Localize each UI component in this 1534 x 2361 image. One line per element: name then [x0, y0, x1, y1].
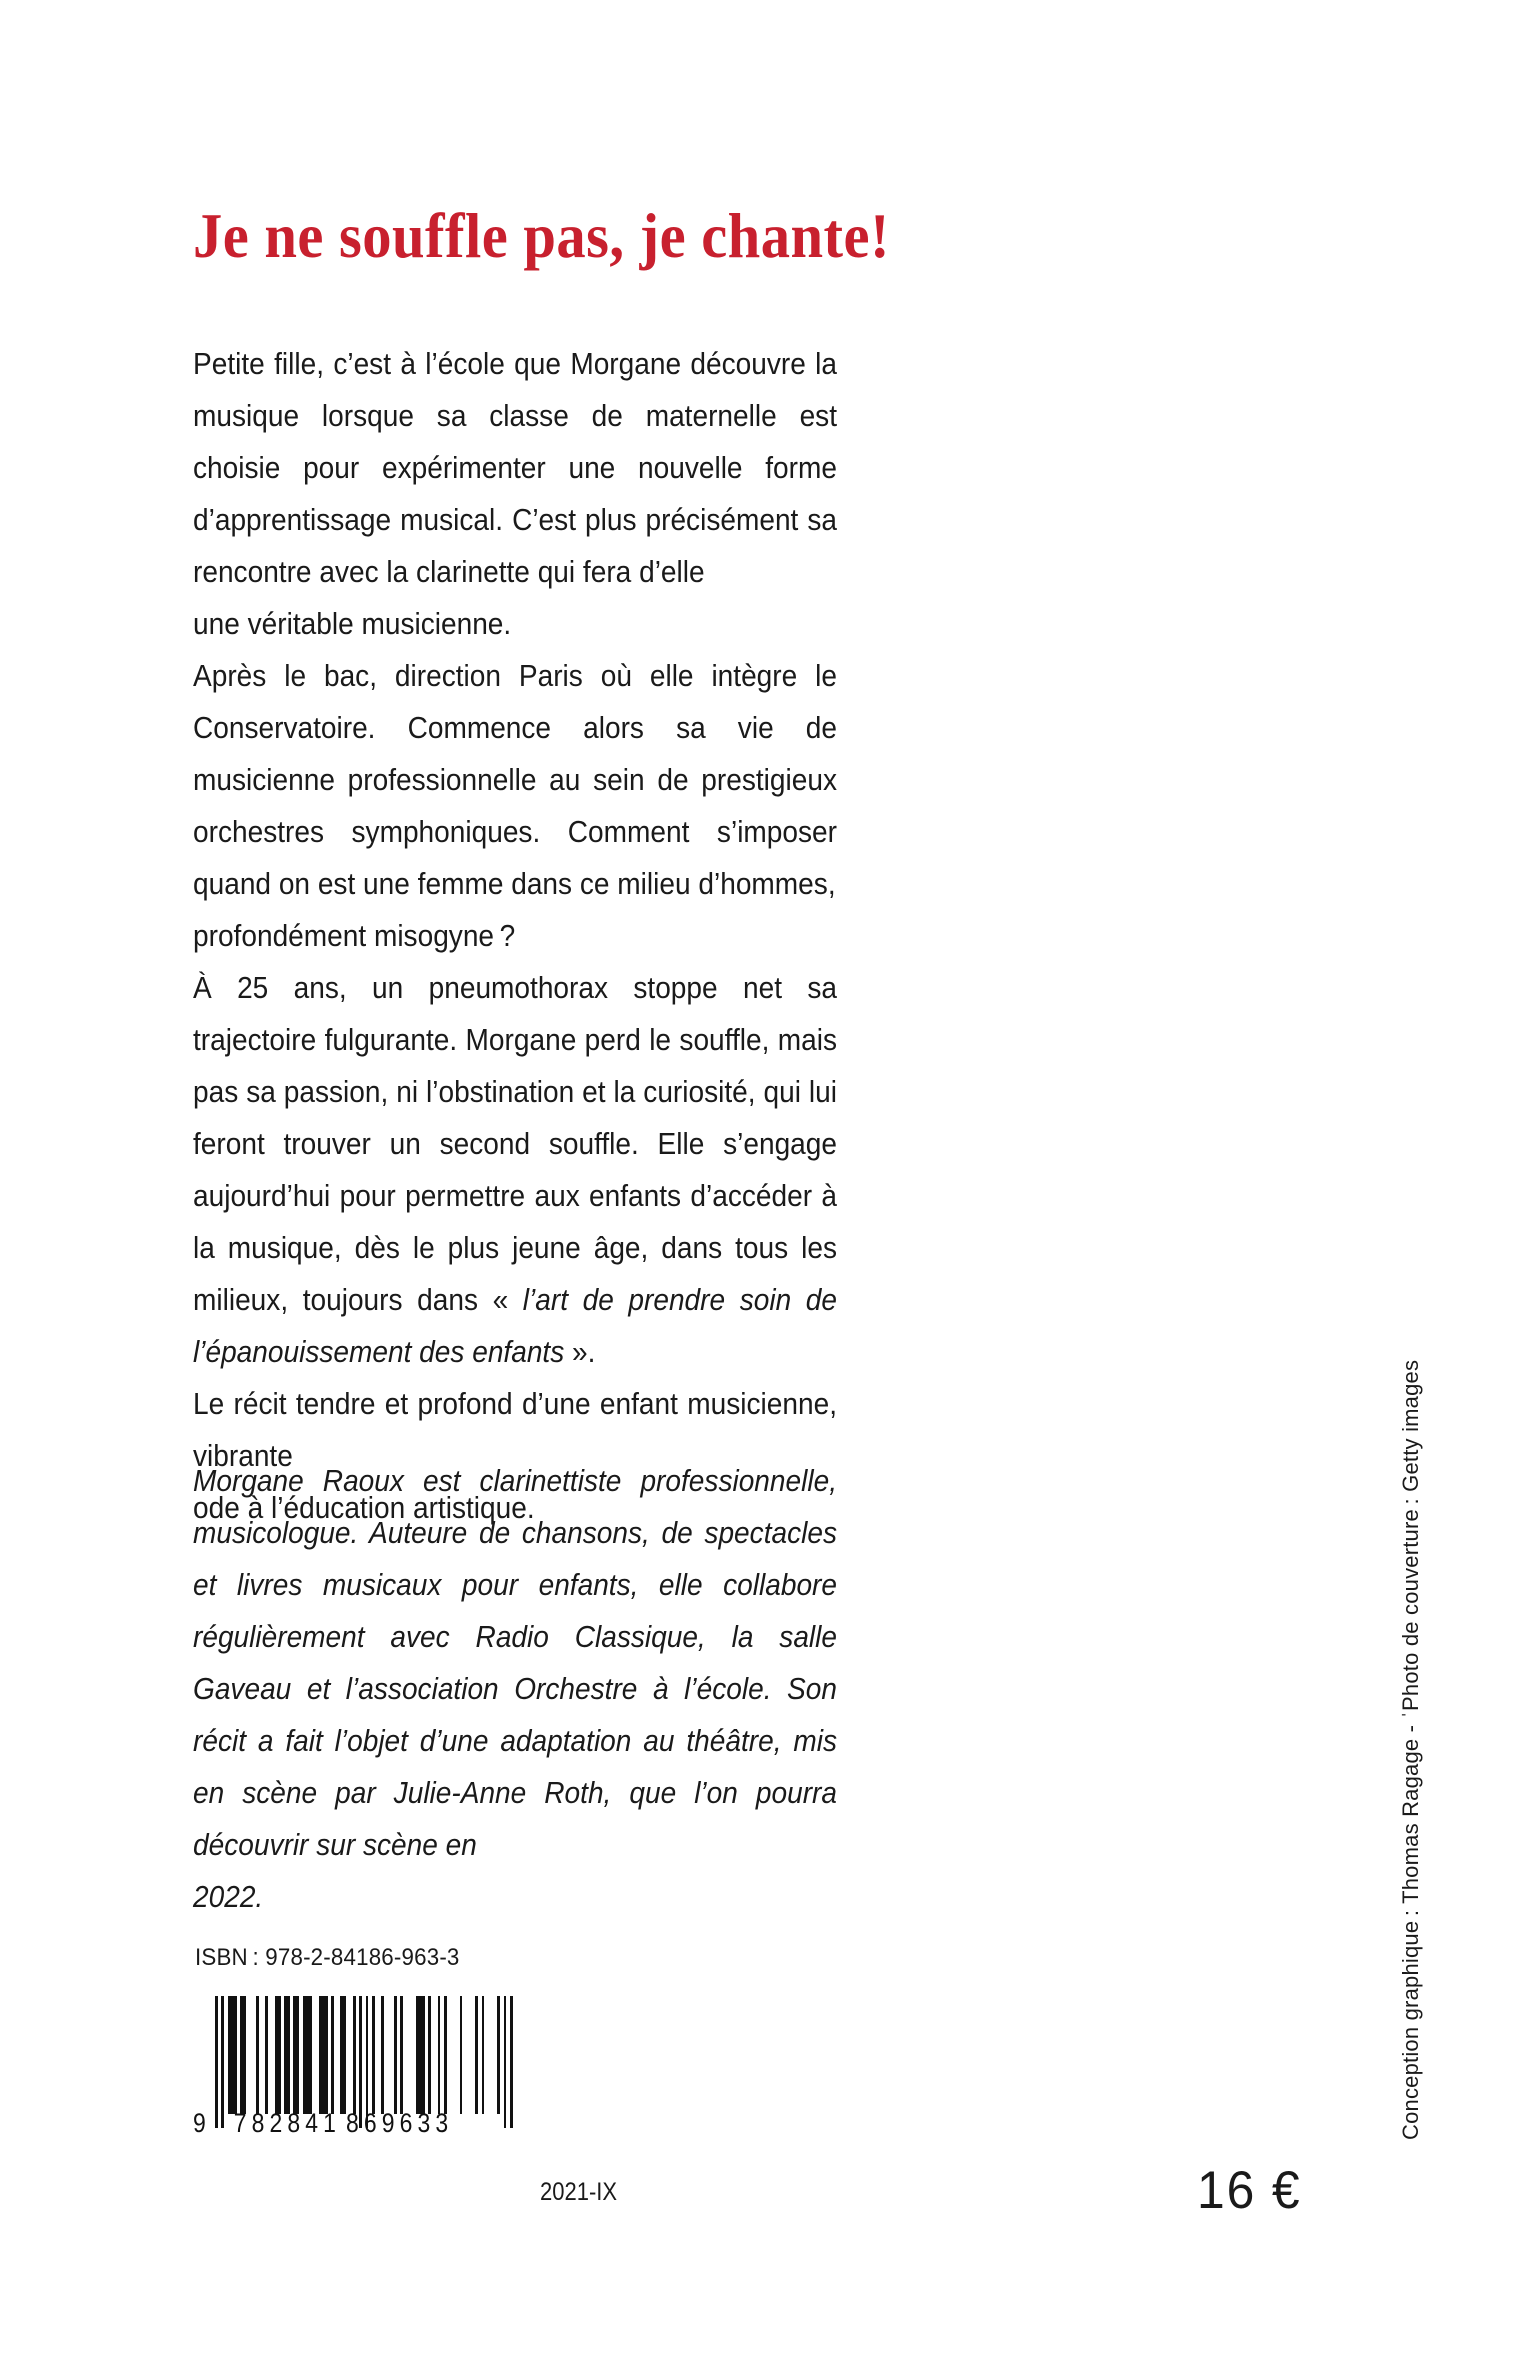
print-date: 2021-IX: [540, 2178, 618, 2206]
barcode-right-group: 869633: [346, 2108, 454, 2138]
synopsis-paragraph-2-end: [193, 910, 837, 962]
synopsis-paragraph-1: [193, 338, 837, 598]
isbn-barcode: [193, 1996, 513, 2146]
synopsis-paragraph-2: [193, 650, 837, 910]
synopsis-line: Petite fille, c’est à l’école que Morgane découvre la musique lorsque sa classe de maternelle est choisie pour expérimenter une nouvelle forme d’apprentissage musical. C’est plus précisément sa rencontre avec la clarinette qui fera d’elle: [193, 347, 837, 589]
synopsis-line: Après le bac, direction Paris où elle intègre le Conservatoire. Commence alors sa vie de musicienne professionnelle au sein de prestigieux orchestres symphoniques. Comment s’imposer quand on est une femme dans ce milieu d’hommes,: [193, 659, 837, 901]
synopsis-line: ».: [564, 1335, 596, 1369]
author-bio-text: [193, 1455, 837, 1871]
author-bio: [193, 1455, 837, 1923]
barcode-left-group: 782841: [233, 2108, 341, 2138]
synopsis-line: Le récit tendre et profond d’une enfant musicienne, vibrante: [193, 1387, 837, 1473]
synopsis-line: À 25 ans, un pneumothorax stoppe net sa trajectoire fulgurante. Morgane perd le souffle, mais pas sa passion, ni l’obstination et la curiosité, qui lui feront trouver un second souffle. Elle s’engage aujourd’hui pour permettre aux enfants d’accéder à la musique, dès le plus jeune âge, dans tous les milieux, toujours dans «: [193, 971, 837, 1317]
synopsis-paragraph-3: [193, 962, 837, 1378]
author-bio-last-line: [193, 1871, 837, 1923]
synopsis-paragraph-1-end: [193, 598, 837, 650]
barcode-bars: [215, 1996, 513, 2114]
barcode-digits: [193, 2108, 465, 2146]
credits-block: [1398, 1190, 1464, 2140]
author-bio-line: Morgane Raoux est clarinettiste professionnelle, musicologue. Auteure de chansons, de spectacles et livres musicaux pour enfants, elle collabore régulièrement avec Radio Classique, la salle Gaveau et l’association Orchestre à l’école. Son récit a fait l’objet d’une adaptation au théâtre, mis en scène par Julie-Anne Roth, que l’on pourra découvrir sur scène en: [193, 1464, 837, 1862]
isbn-label: ISBN : 978-2-84186-963-3: [195, 1944, 460, 1971]
synopsis-quote: l’art de prendre soin de l’épanouissement des enfants: [193, 1283, 837, 1369]
synopsis-line: profondément misogyne ?: [193, 919, 516, 953]
synopsis-line: une véritable musicienne.: [193, 607, 512, 641]
author-bio-line: 2022.: [193, 1880, 264, 1914]
synopsis-text: [193, 338, 837, 1534]
credits-vertical-text: Conception graphique : Thomas Ragage - ˈPhoto de couverture : Getty images: [1398, 1359, 1423, 2140]
price-label: 16 €: [1197, 2161, 1302, 2220]
page-title: Je ne souffle pas, je chante!: [193, 201, 890, 272]
synopsis-line: ode à l’éducation artistique.: [193, 1491, 535, 1525]
barcode-lead-digit: 9: [193, 2108, 206, 2138]
